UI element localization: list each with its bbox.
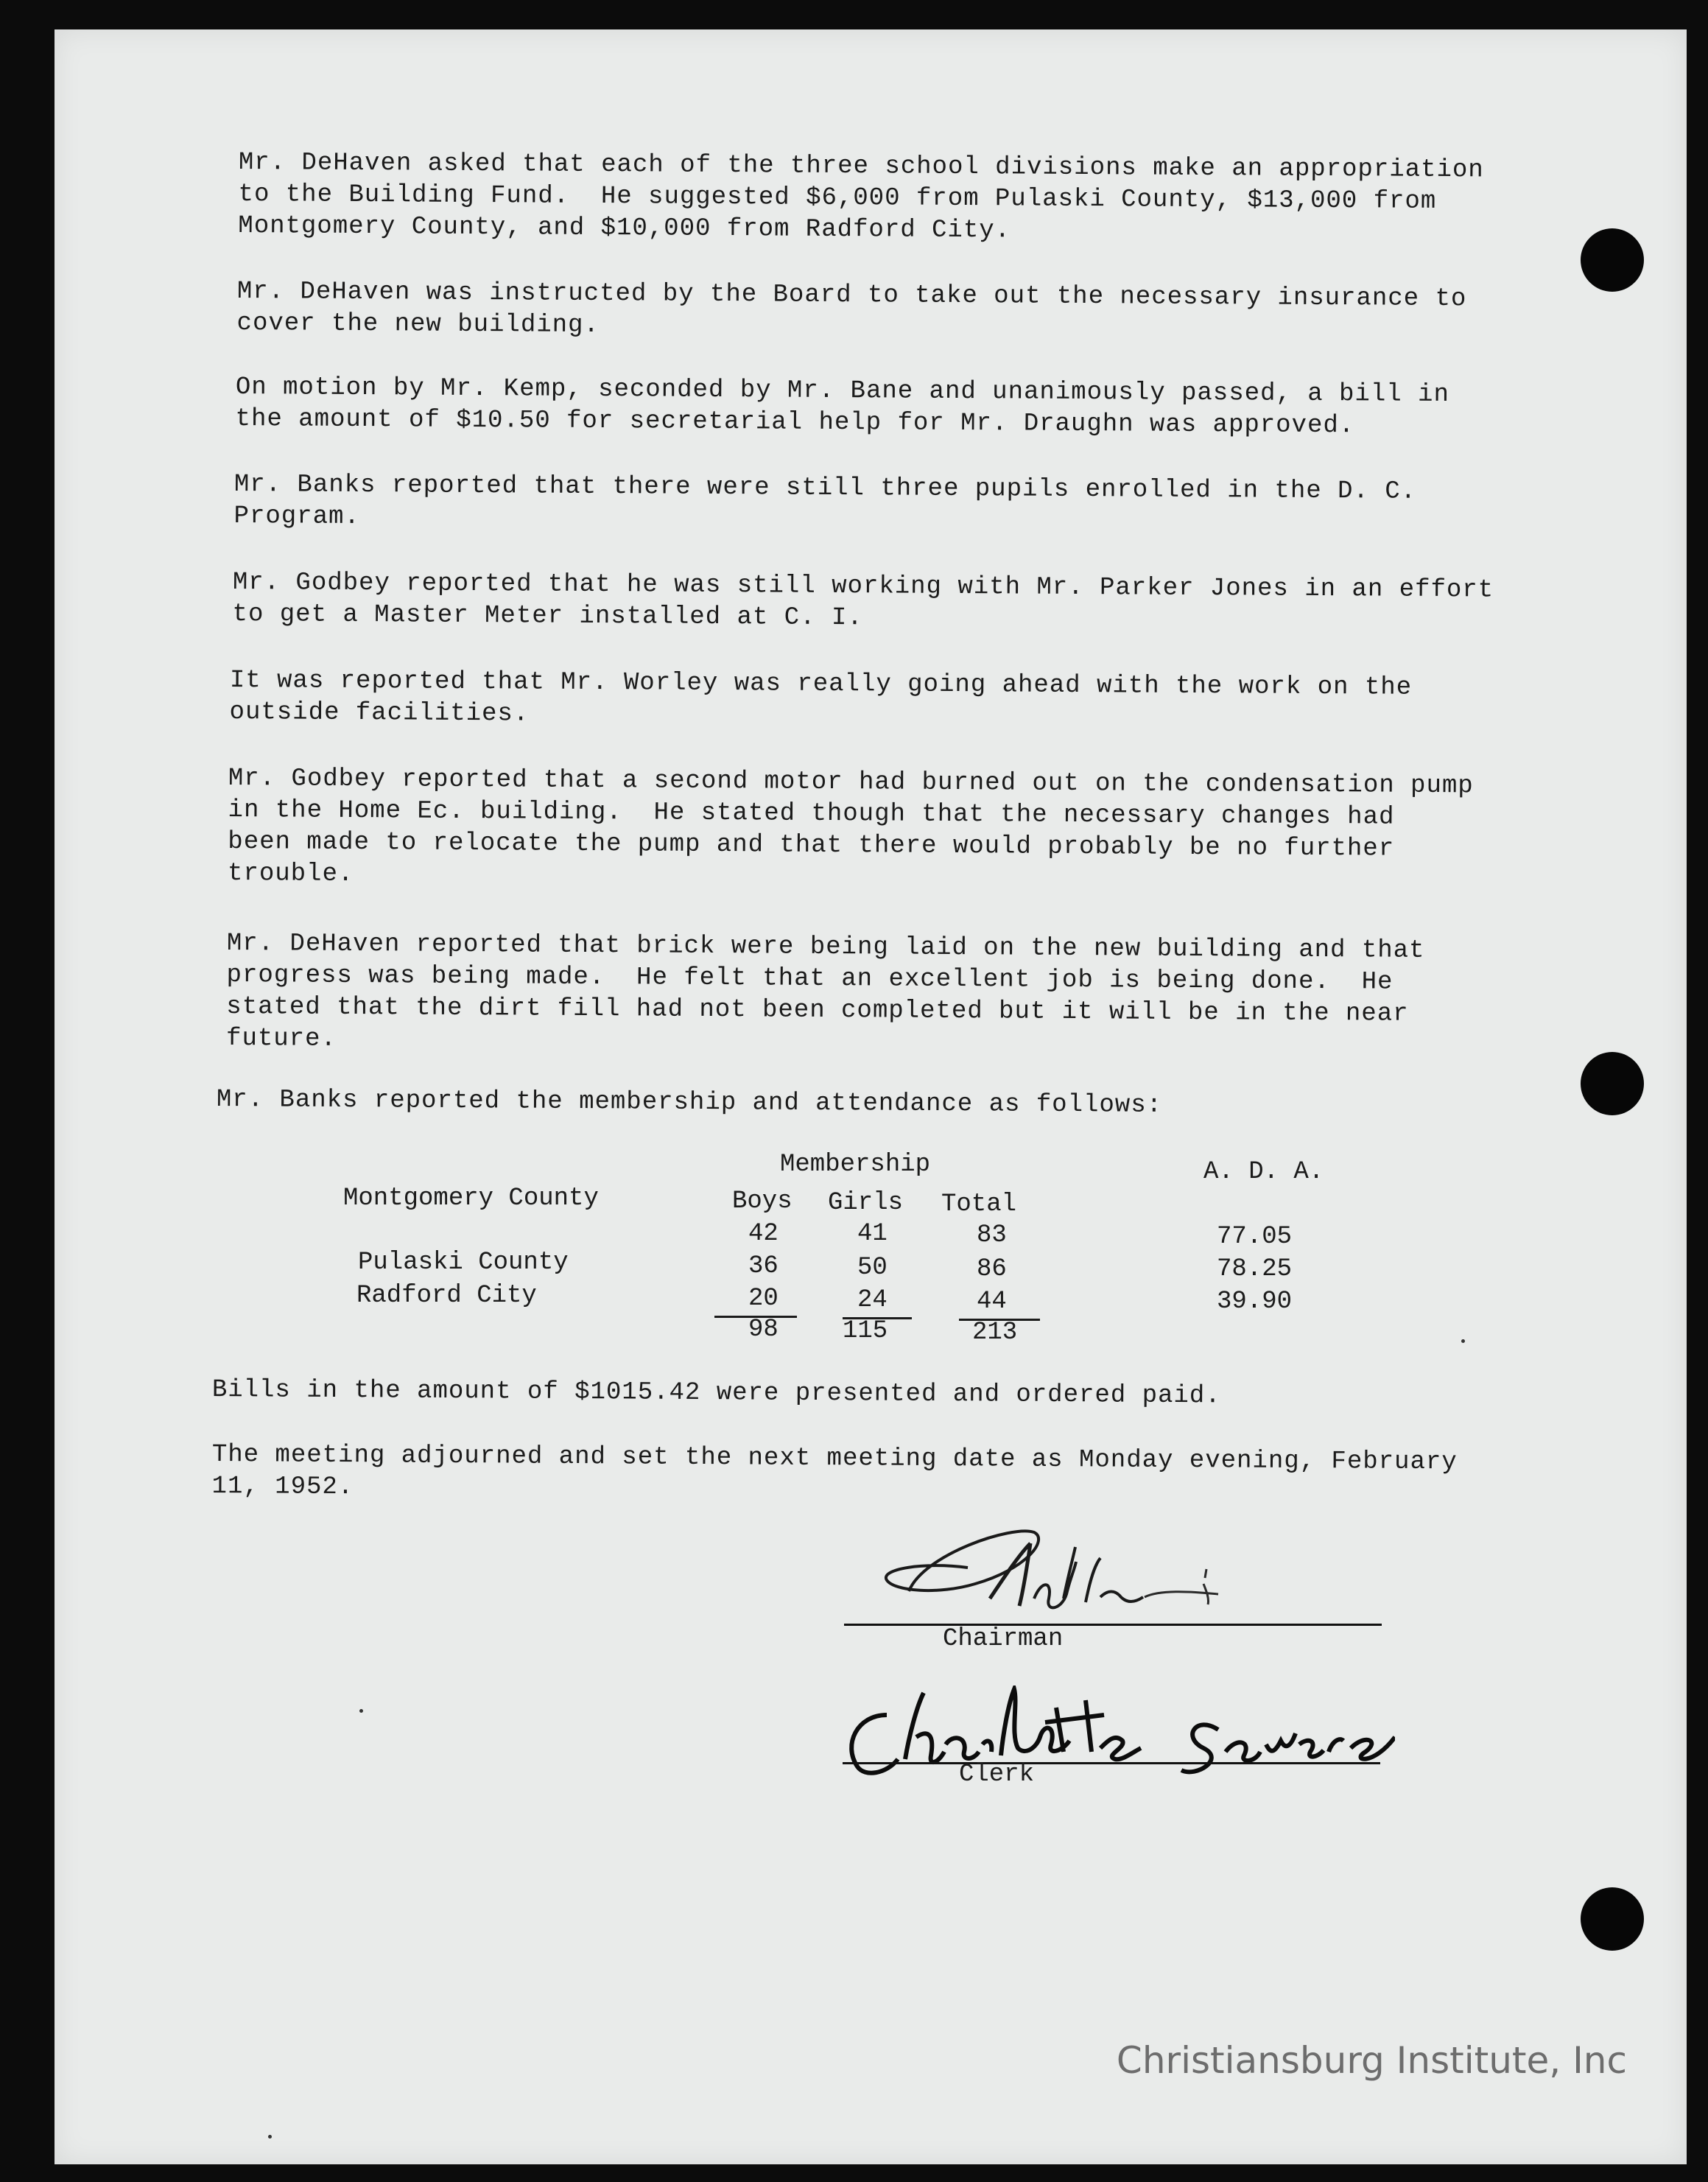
row-radford-boys: 20	[748, 1285, 779, 1313]
membership-header: Membership	[780, 1151, 931, 1179]
stray-mark	[1461, 1339, 1465, 1343]
paragraph-new-building: Mr. DeHaven reported that brick were being laid on the new building and that progress was being made. He felt that an excellent job is being done. He stated that the dirt fill had not been completed but it will be in the near future.	[225, 930, 1425, 1053]
total-boys: 98	[748, 1316, 779, 1344]
punch-hole-top	[1581, 228, 1644, 292]
row-montgomery-ada: 77.05	[1217, 1223, 1293, 1251]
row-montgomery-total: 83	[977, 1221, 1007, 1249]
row-radford-girls: 24	[857, 1286, 888, 1314]
chairman-label: Chairman	[943, 1625, 1064, 1653]
clerk-signature	[835, 1685, 1395, 1789]
total-total: 213	[972, 1319, 1018, 1347]
row-montgomery-girls: 41	[857, 1220, 888, 1248]
punch-hole-middle	[1581, 1052, 1644, 1115]
row-pulaski-girls: 50	[857, 1254, 888, 1282]
paragraph-condensation-pump: Mr. Godbey reported that a second motor had burned out on the condensation pump in the Home Ec. building. He stated though that the necessary changes had been made to relocate the pump and that there would probably be no further trouble.	[227, 765, 1474, 889]
paragraph-insurance: Mr. DeHaven was instructed by the Board to take out the necessary insurance to cover the new building.	[236, 277, 1467, 340]
document-page	[55, 29, 1687, 2164]
total-girls: 115	[843, 1317, 888, 1345]
clerk-label: Clerk	[959, 1761, 1035, 1789]
ada-header: A. D. A.	[1203, 1158, 1324, 1186]
paragraph-motion-bill: On motion by Mr. Kemp, seconded by Mr. Bane and unanimously passed, a bill in the amount of $10.50 for secretarial help for Mr. Draughn was approved.	[235, 373, 1450, 441]
column-header-boys: Boys	[732, 1188, 793, 1215]
column-header-girls: Girls	[828, 1189, 904, 1217]
row-name-montgomery: Montgomery County	[343, 1185, 599, 1213]
paragraph-dc-program: Mr. Banks reported that there were still three pupils enrolled in the D. C. Program.	[233, 470, 1417, 532]
chairman-signature-line	[844, 1624, 1382, 1626]
paragraph-facilities: It was reported that Mr. Worley was really going ahead with the work on the outside facilities.	[229, 666, 1413, 729]
row-pulaski-boys: 36	[748, 1252, 779, 1280]
chairman-signature	[879, 1510, 1351, 1635]
watermark: Christiansburg Institute, Inc	[1116, 2039, 1627, 2082]
paragraph-bills: Bills in the amount of $1015.42 were presented and ordered paid.	[211, 1376, 1221, 1411]
row-montgomery-boys: 42	[748, 1220, 779, 1248]
stray-mark	[268, 2135, 272, 2139]
clerk-signature-line	[843, 1762, 1380, 1764]
row-pulaski-total: 86	[977, 1255, 1007, 1283]
paragraph-master-meter: Mr. Godbey reported that he was still working with Mr. Parker Jones in an effort to get a Master Meter installed at C. I.	[232, 568, 1494, 633]
punch-hole-bottom	[1581, 1887, 1644, 1951]
column-header-total: Total	[941, 1190, 1017, 1218]
paragraph-adjourned: The meeting adjourned and set the next meeting date as Monday evening, February 11, 1952.	[211, 1441, 1458, 1502]
row-pulaski-ada: 78.25	[1217, 1255, 1293, 1283]
row-name-radford: Radford City	[356, 1282, 537, 1310]
row-radford-total: 44	[977, 1288, 1007, 1316]
paragraph-building-fund: Mr. DeHaven asked that each of the three school divisions make an appropriation to the Building Fund. He suggested $6,000 from Pulaski County, $13,000 from Montgomery County, and $10,000 from Radford City.	[238, 148, 1484, 245]
row-name-pulaski: Pulaski County	[358, 1249, 569, 1277]
row-radford-ada: 39.90	[1217, 1288, 1293, 1316]
paragraph-membership-intro: Mr. Banks reported the membership and attendance as follows:	[216, 1086, 1163, 1120]
stray-mark	[359, 1709, 363, 1713]
